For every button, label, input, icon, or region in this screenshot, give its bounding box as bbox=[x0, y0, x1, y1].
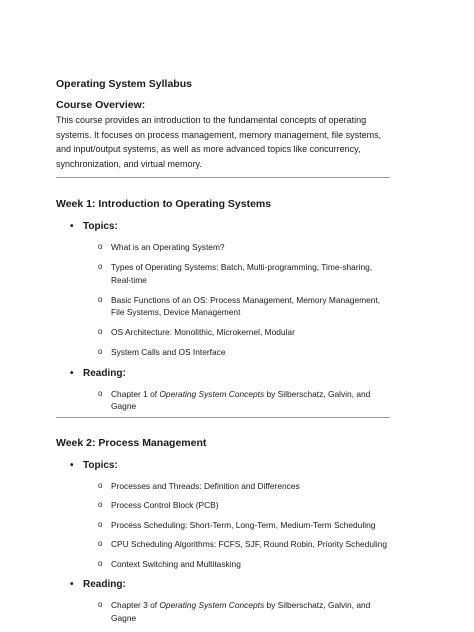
sub-bullet-marker: o bbox=[98, 327, 103, 336]
reading-label: Reading: bbox=[83, 367, 126, 379]
list-item bbox=[56, 519, 390, 532]
week-1-title: Week 1: Introduction to Operating Systems bbox=[56, 198, 272, 210]
list-item bbox=[56, 326, 390, 339]
topic-text: System Calls and OS Interface bbox=[111, 347, 226, 357]
reading-suffix: by Silberschatz, Galvin, and Gagne bbox=[111, 388, 371, 411]
sub-bullet-marker: o bbox=[98, 480, 103, 490]
topics-label: Topics: bbox=[83, 221, 118, 232]
sub-bullet-marker: o bbox=[98, 500, 103, 509]
bullet-marker: • bbox=[70, 459, 74, 471]
list-item bbox=[56, 538, 390, 551]
week-1-topics-list bbox=[56, 241, 390, 359]
week-2-reading-list bbox=[56, 599, 390, 624]
sub-bullet-marker: o bbox=[98, 539, 103, 548]
list-item bbox=[56, 499, 390, 512]
book-title: Operating System Concepts bbox=[159, 388, 265, 399]
section-divider bbox=[56, 417, 390, 418]
list-item bbox=[56, 480, 390, 493]
week-2-topics-label bbox=[56, 459, 390, 472]
week-1-topics-label bbox=[56, 220, 390, 233]
list-item bbox=[56, 388, 390, 413]
topic-text: Types of Operating Systems: Batch, Multi-programming, Time-sharing, Real-time bbox=[111, 262, 373, 285]
list-item bbox=[56, 294, 390, 319]
sub-bullet-marker: o bbox=[98, 347, 103, 356]
sub-bullet-marker: o bbox=[98, 519, 103, 529]
reading-prefix: Chapter 1 of bbox=[111, 388, 160, 399]
bullet-marker: • bbox=[70, 221, 74, 232]
syllabus-page bbox=[56, 78, 390, 624]
week-1-reading-label bbox=[56, 367, 390, 380]
topic-text: Process Control Block (PCB) bbox=[111, 500, 219, 510]
reading-suffix: by Silberschatz, Galvin, and Gagne bbox=[111, 600, 371, 623]
course-overview-heading: Course Overview: bbox=[56, 99, 146, 111]
topic-text: Process Scheduling: Short-Term, Long-Term, Medium-Term Scheduling bbox=[111, 519, 376, 530]
topic-text: OS Architecture: Monolithic, Microkernel, Modular bbox=[111, 327, 295, 337]
list-item bbox=[56, 599, 390, 624]
document-title: Operating System Syllabus bbox=[56, 78, 192, 90]
topic-text: Processes and Threads: Definition and Differences bbox=[111, 480, 300, 491]
sub-bullet-marker: o bbox=[98, 262, 103, 271]
book-title: Operating System Concepts bbox=[159, 600, 265, 610]
list-item bbox=[56, 261, 390, 286]
sub-bullet-marker: o bbox=[98, 388, 103, 398]
topic-text: Basic Functions of an OS: Process Management, Memory Management, File Systems, Device Management bbox=[111, 294, 381, 317]
sub-bullet-marker: o bbox=[98, 242, 103, 251]
list-item bbox=[56, 558, 390, 571]
reading-prefix: Chapter 3 of bbox=[111, 600, 160, 610]
section-divider bbox=[56, 177, 390, 178]
week-2-title: Week 2: Process Management bbox=[56, 436, 207, 449]
topics-label: Topics: bbox=[83, 459, 118, 471]
week-1-section bbox=[56, 198, 390, 413]
week-2-reading-label bbox=[56, 578, 390, 591]
bullet-marker: • bbox=[70, 579, 74, 590]
list-item bbox=[56, 346, 390, 359]
reading-label: Reading: bbox=[83, 579, 126, 590]
bullet-marker: • bbox=[70, 367, 74, 379]
topic-text: What is an Operating System? bbox=[111, 242, 225, 252]
week-1-reading-list bbox=[56, 388, 390, 413]
topic-text: CPU Scheduling Algorithms: FCFS, SJF, Round Robin, Priority Scheduling bbox=[111, 539, 388, 549]
week-2-section bbox=[56, 437, 390, 625]
sub-bullet-marker: o bbox=[98, 558, 103, 568]
list-item bbox=[56, 241, 390, 254]
sub-bullet-marker: o bbox=[98, 294, 103, 304]
course-overview-text: This course provides an introduction to the fundamental concepts of operating systems. It focuses on process management, memory management, file systems, and input/output systems, as well as more advanced topics like concurrency, synchronization, and virtual memory. bbox=[56, 115, 382, 169]
topic-text: Context Switching and Multitasking bbox=[111, 558, 241, 569]
sub-bullet-marker: o bbox=[98, 600, 103, 609]
week-2-topics-list bbox=[56, 480, 390, 571]
